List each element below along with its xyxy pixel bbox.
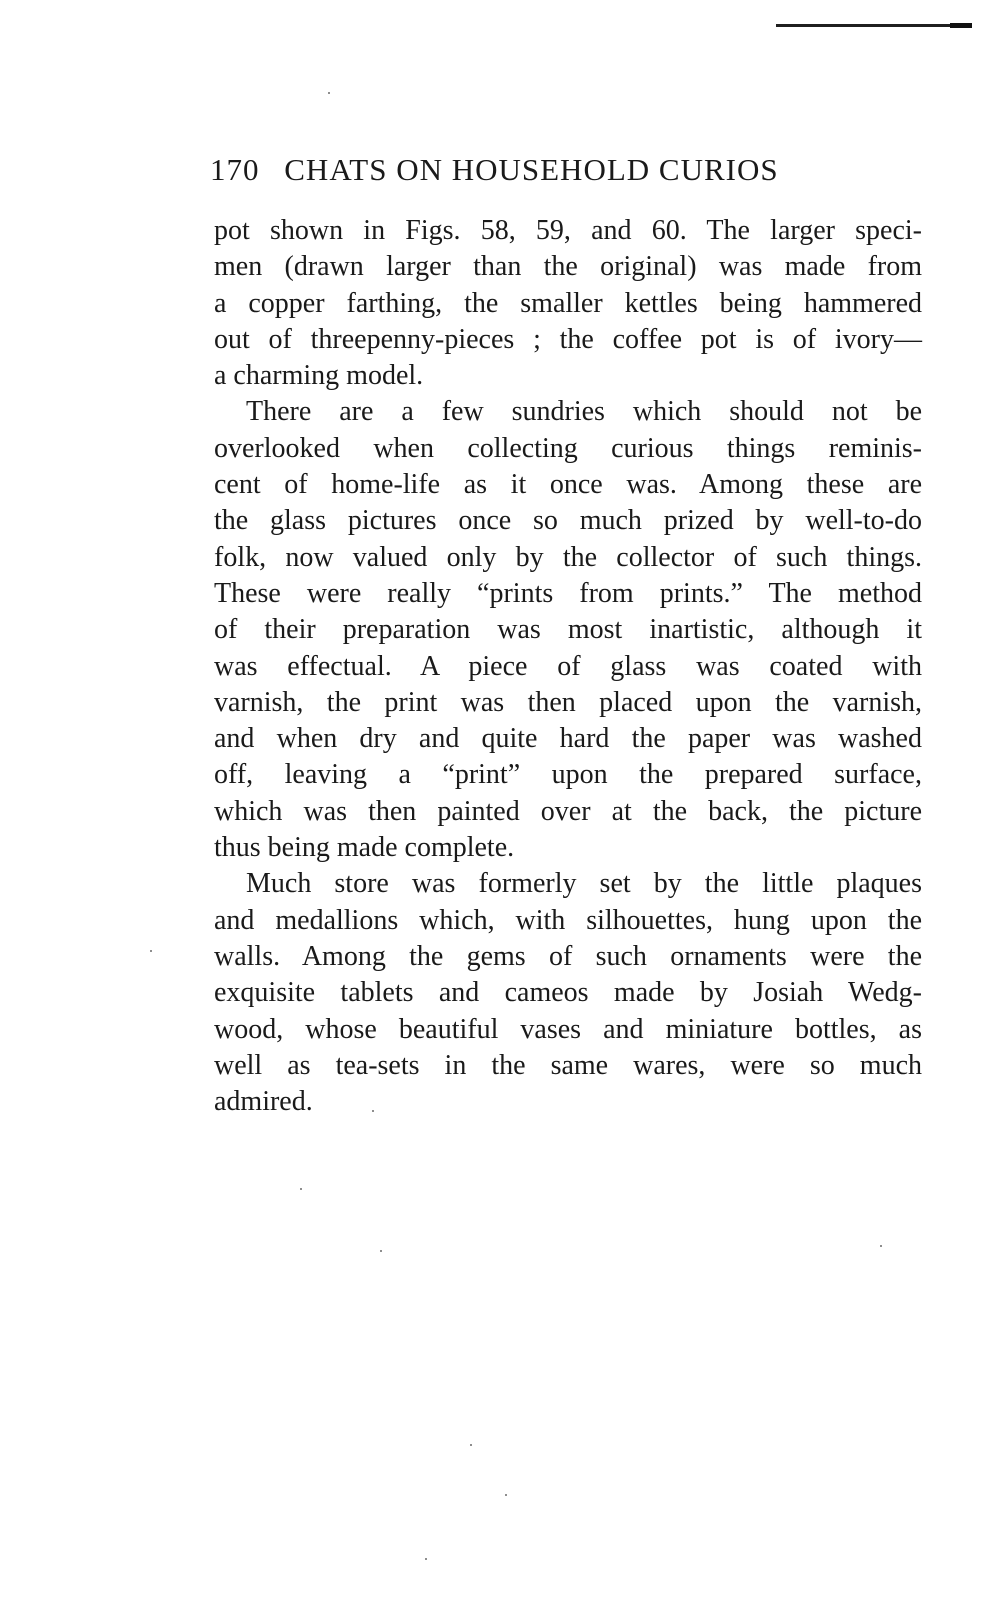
- scan-speck: [425, 1558, 427, 1560]
- text-line: out of threepenny-pieces ; the coffee pot is of ivory—: [214, 323, 922, 355]
- scan-speck: [380, 1250, 382, 1252]
- top-edge-rule: [776, 24, 972, 27]
- text-line: varnish, the print was then placed upon the varnish,: [214, 686, 922, 718]
- text-line: exquisite tablets and cameos made by Josiah Wedg-: [214, 977, 922, 1009]
- text-line: and medallions which, with silhouettes, hung upon the: [214, 904, 922, 936]
- text-line: walls. Among the gems of such ornaments were the: [214, 940, 922, 972]
- text-line: off, leaving a “print” upon the prepared surface,: [214, 759, 922, 791]
- text-line: men (drawn larger than the original) was made from: [214, 251, 922, 283]
- text-line: of their preparation was most inartistic, although it: [214, 614, 922, 646]
- text-line: well as tea-sets in the same wares, were so much: [214, 1049, 922, 1081]
- text-line: a copper farthing, the smaller kettles being hammered: [214, 287, 922, 319]
- text-line: the glass pictures once so much prized by well-to-do: [214, 505, 922, 537]
- body-text: [214, 213, 922, 1120]
- text-line: These were really “prints from prints.” The method: [214, 577, 922, 609]
- text-line: overlooked when collecting curious things reminis-: [214, 432, 922, 464]
- text-line: folk, now valued only by the collector of such things.: [214, 541, 922, 573]
- text-line: Much store was formerly set by the little plaques: [246, 868, 922, 900]
- text-line: thus being made complete.: [214, 832, 515, 864]
- text-line: a charming model.: [214, 360, 424, 392]
- text-line: wood, whose beautiful vases and miniature bottles, as: [214, 1013, 922, 1045]
- scan-speck: [300, 1188, 302, 1190]
- text-line: admired.: [214, 1086, 313, 1118]
- running-header: [210, 152, 880, 188]
- text-line: was effectual. A piece of glass was coated with: [214, 650, 922, 682]
- scan-speck: [470, 1444, 472, 1446]
- text-line: which was then painted over at the back, the picture: [214, 795, 922, 827]
- text-line: and when dry and quite hard the paper was washed: [214, 723, 922, 755]
- text-line: There are a few sundries which should not be: [246, 396, 922, 428]
- scan-speck: [372, 1110, 374, 1112]
- text-line: pot shown in Figs. 58, 59, and 60. The larger speci-: [214, 215, 922, 246]
- running-title: CHATS ON HOUSEHOLD CURIOS: [284, 152, 779, 187]
- scan-speck: [150, 950, 152, 952]
- page-number: 170: [210, 152, 260, 187]
- scan-speck: [880, 1245, 882, 1247]
- text-line: cent of home-life as it once was. Among these are: [214, 469, 922, 501]
- scan-speck: [328, 92, 330, 94]
- scan-speck: [505, 1494, 507, 1496]
